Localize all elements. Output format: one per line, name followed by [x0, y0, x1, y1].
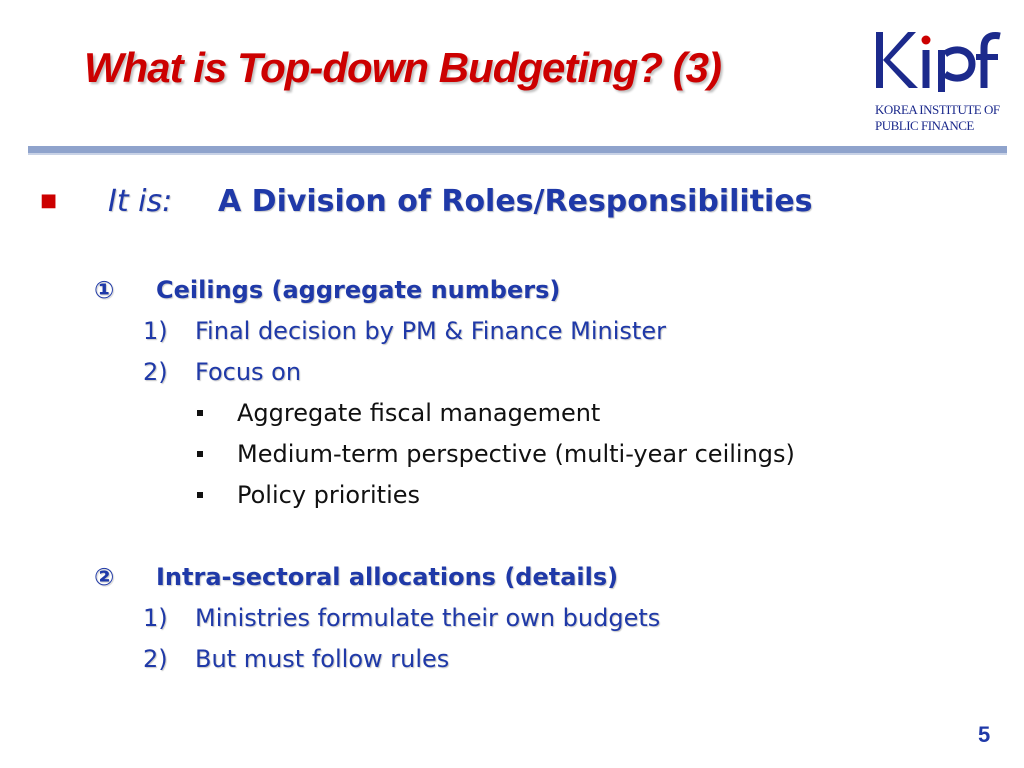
title-divider-shadow [28, 153, 1007, 155]
circled-number-marker: ① [94, 276, 115, 304]
item-text: Focus on [195, 358, 302, 386]
kipf-logo [868, 26, 1008, 136]
square-bullet-icon [197, 492, 203, 498]
item-number: 1) [143, 317, 168, 345]
heading-lead: It is: [108, 184, 173, 219]
bullet-text: Medium-term perspective (multi-year ceilings) [237, 440, 795, 468]
item-number: 1) [143, 604, 168, 632]
item-text: Final decision by PM & Finance Minister [195, 317, 666, 345]
item-text: But must follow rules [195, 645, 450, 673]
slide-title: What is Top-down Budgeting? (3) [84, 44, 721, 91]
bullet-text: Aggregate fiscal management [237, 399, 601, 427]
section-label: Ceilings (aggregate numbers) [156, 276, 561, 304]
item-number: 2) [143, 645, 168, 673]
square-bullet-icon [197, 410, 203, 416]
square-bullet-icon: ■ [40, 190, 58, 211]
title-divider [28, 146, 1007, 153]
kipf-wordmark-icon [868, 26, 1008, 94]
section-label: Intra-sectoral allocations (details) [156, 563, 619, 591]
item-text: Ministries formulate their own budgets [195, 604, 661, 632]
square-bullet-icon [197, 451, 203, 457]
item-number: 2) [143, 358, 168, 386]
heading-text: A Division of Roles/Responsibilities [218, 184, 813, 219]
circled-number-marker: ② [94, 563, 115, 591]
logo-line-1: KOREA INSTITUTE OF [875, 102, 1000, 117]
logo-line-2: PUBLIC FINANCE [875, 118, 974, 133]
page-number: 5 [978, 722, 991, 747]
bullet-text: Policy priorities [237, 481, 420, 509]
